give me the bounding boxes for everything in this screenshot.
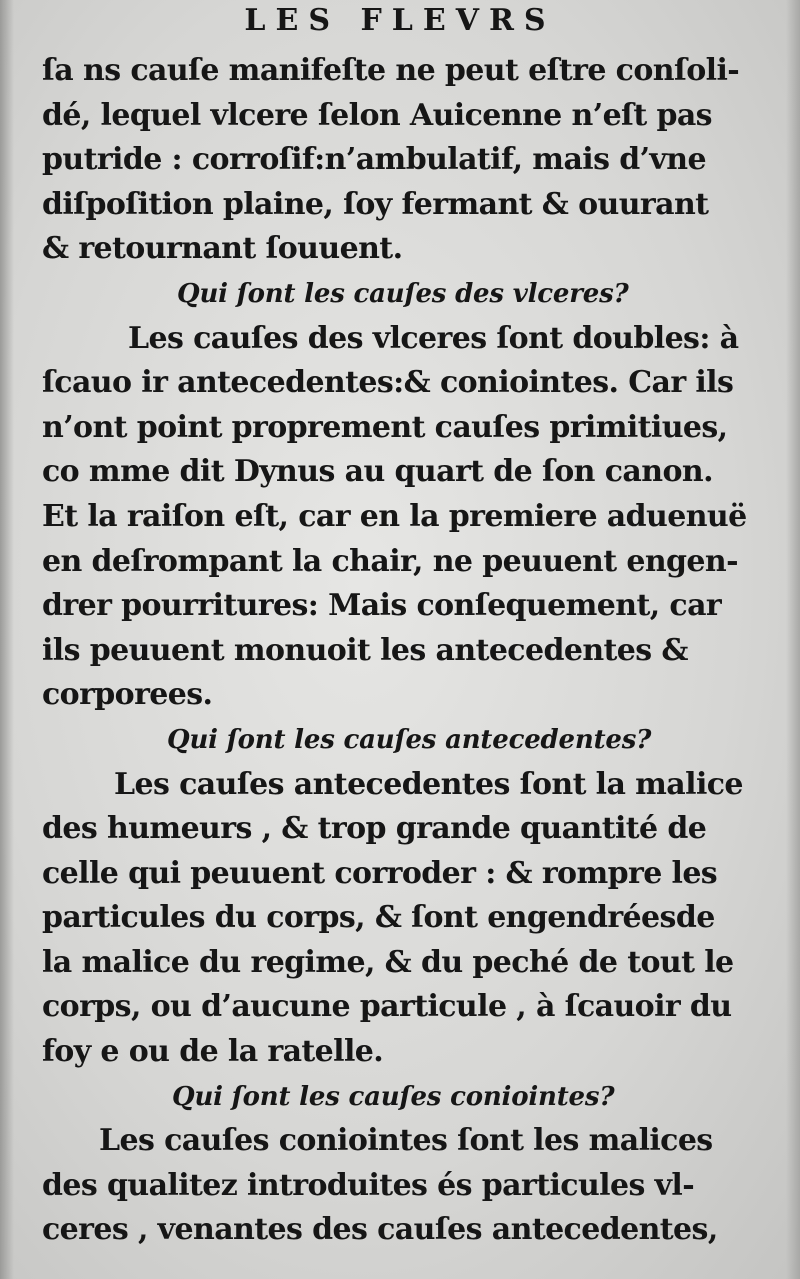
body-text (42, 49, 770, 1253)
text-line: la malice du regime, & du peché de tout le (42, 944, 734, 980)
text-line: celle qui peuuent corroder : & rompre les (42, 855, 718, 891)
text-line: ils peuuent monuoit les antecedentes & (42, 632, 688, 668)
page-left-edge (0, 0, 14, 1279)
question-heading: Qui ſont les cauſes antecedentes? (167, 724, 652, 755)
text-line: Les cauſes coniointes ſont les malices (99, 1123, 713, 1159)
text-line: drer pourritures: Mais conſequement, car (42, 588, 722, 624)
text-line: putride : corroſif:n’ambulatif, mais d’vne (42, 142, 706, 178)
text-line: en deſrompant la chair, ne peuuent engen- (42, 543, 738, 579)
text-line: diſpoſition plaine, ſoy fermant & ouurant (42, 186, 709, 222)
running-header: LES FLEVRS (244, 3, 556, 38)
text-line: particules du corps, & ſont engendréesde (42, 900, 715, 936)
text-line: n’ont point proprement cauſes primitiues, (42, 409, 728, 445)
text-line: Les cauſes des vlceres ſont doubles: à (128, 320, 739, 356)
question-heading: Qui ſont les cauſes coniointes? (172, 1081, 615, 1112)
text-line: corps, ou d’aucune particule , à ſcauoir du (42, 989, 732, 1025)
text-line: ceres , venantes des cauſes antecedentes, (42, 1212, 718, 1248)
text-line: des humeurs , & trop grande quantité de (42, 811, 707, 847)
text-line: ſa ns cauſe manifeſte ne peut eſtre conſoli- (42, 53, 740, 88)
text-line: co mme dit Dynus au quart de ſon canon. (42, 454, 713, 490)
page-right-edge (786, 0, 800, 1279)
text-line: dé, lequel vlcere ſelon Auicenne n’eſt pas (42, 97, 712, 133)
text-line: des qualitez introduites és particules vl- (42, 1167, 695, 1203)
text-line: ſcauo ir antecedentes:& coniointes. Car ils (42, 365, 734, 401)
text-line: corporees. (42, 677, 213, 713)
text-line: & retournant ſouuent. (42, 231, 403, 267)
text-line: foy e ou de la ratelle. (42, 1034, 384, 1070)
text-line: Et la raiſon eſt, car en la premiere aduenuë (42, 498, 747, 534)
question-heading: Qui ſont les cauſes des vlceres? (177, 278, 629, 309)
text-line: Les cauſes antecedentes ſont la malice (114, 766, 743, 802)
